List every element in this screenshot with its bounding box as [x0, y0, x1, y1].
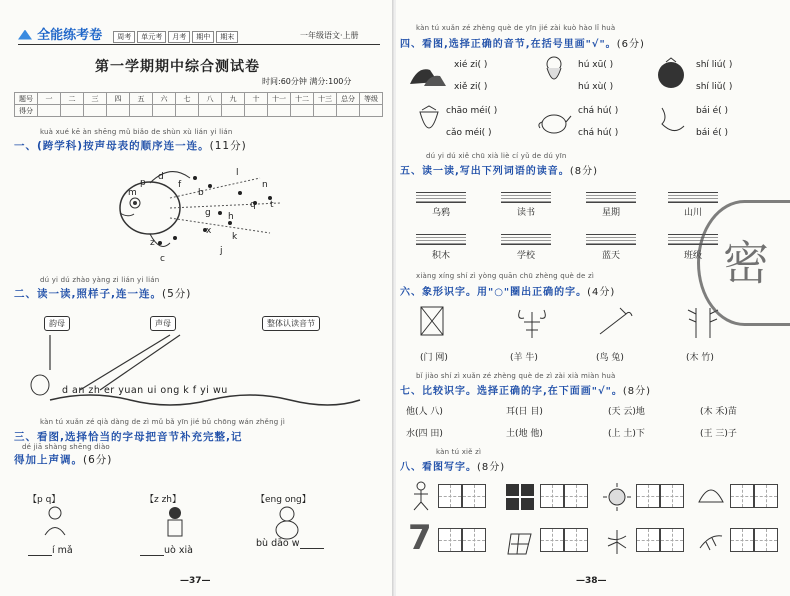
child-sitting-illustration [160, 505, 190, 540]
write-box-13[interactable] [636, 528, 660, 552]
q6-choice-2[interactable]: (羊 牛) [510, 353, 538, 363]
write-box-8[interactable] [754, 484, 778, 508]
option-z-zh: 【z zh】 [145, 495, 182, 505]
word-2: 读书 [516, 208, 535, 218]
word-4: 山川 [683, 208, 702, 218]
exam-title: 第一学期期中综合测试卷 [95, 59, 260, 75]
answer-blank-2[interactable] [140, 546, 164, 556]
q6-pinyin: xiàng xíng shí zì yòng quān chū zhèng què de zì [416, 272, 595, 280]
sun-pictograph-icon [602, 482, 632, 512]
word-1: 乌鸦 [431, 208, 450, 218]
dot-letter-m: m [128, 188, 137, 198]
pinyin-grid-6[interactable] [501, 230, 551, 249]
q6-choice-3[interactable]: (鸟 兔) [596, 353, 624, 363]
dot-letter-x: x [206, 226, 212, 236]
dot-letter-k: k [232, 232, 238, 242]
strawberry-illustration [416, 104, 442, 138]
answer-1: í mǎ [28, 545, 73, 556]
pomegranate-illustration [654, 56, 688, 90]
q4-opt-caomei-2[interactable]: cǎo méi( ) [446, 128, 492, 138]
pinyin-grid-7[interactable] [586, 230, 636, 249]
shoes-illustration [408, 56, 448, 90]
write-box-6[interactable] [660, 484, 684, 508]
dot-letter-h: h [228, 212, 234, 222]
write-box-10[interactable] [462, 528, 486, 552]
dot-letter-f: f [178, 180, 182, 190]
left-page [0, 0, 394, 596]
write-box-12[interactable] [564, 528, 588, 552]
write-box-9[interactable] [438, 528, 462, 552]
time-score: 时间:60分钟 满分:100分 [262, 77, 352, 86]
score-table-header: 题号 一 二 三 四 五 六 七 八 九 十 十一 十二 十三 总分 等级 [15, 93, 383, 105]
q4-opt-shiliu-1[interactable]: shí liú( ) [696, 60, 733, 70]
book-icon [18, 30, 32, 40]
dot-letter-n: n [262, 180, 268, 190]
write-box-3[interactable] [540, 484, 564, 508]
write-box-4[interactable] [564, 484, 588, 508]
q5-pinyin: dú yi dú xiě chū xià liè cí yǔ de dú yīn [426, 152, 567, 160]
dot-letter-t: t [270, 200, 274, 210]
header-rule [18, 44, 380, 45]
digit-seven-pictograph: 7 [408, 518, 432, 558]
field-pictograph-icon [504, 482, 536, 512]
old-man-beard-illustration [536, 54, 572, 92]
q6-choice-1[interactable]: (门 网) [420, 353, 448, 363]
person-pictograph-icon [408, 480, 434, 512]
write-box-11[interactable] [540, 528, 564, 552]
hand-pictograph-icon [696, 526, 726, 556]
dot-letter-c: c [160, 254, 165, 264]
brand-title: 全能练考卷 [37, 28, 103, 43]
q7-item-7[interactable]: (上 土)下 [608, 429, 645, 439]
word-6: 学校 [516, 251, 535, 261]
q7-item-3[interactable]: (天 云)地 [608, 407, 645, 417]
q3-title: 三、看图,选择恰当的字母把音节补充完整,记 [14, 431, 243, 443]
dot-letter-j: j [220, 246, 223, 256]
q6-title: 六、象形识字。用"○"圈出正确的字。(4分) [400, 287, 616, 298]
rider-illustration [40, 505, 70, 540]
write-box-14[interactable] [660, 528, 684, 552]
header [18, 24, 240, 43]
q7-pinyin: bǐ jiào shí zì xuǎn zé zhèng què de zì zài xià miàn huà [416, 372, 616, 380]
label-whole-syllables: 整体认读音节 [262, 316, 320, 331]
q4-title: 四、看图,选择正确的音节,在括号里画"√"。(6分) [400, 39, 645, 50]
word-3: 星期 [601, 208, 620, 218]
q3-title-2: 得加上声调。(6分) [14, 454, 113, 466]
tumbler-doll-illustration [272, 505, 302, 540]
label-initials: 声母 [150, 316, 176, 331]
dot-letter-b: b [198, 188, 204, 198]
q7-item-5[interactable]: 水(四 田) [406, 429, 443, 439]
score-table [14, 92, 383, 117]
word-5: 积木 [431, 251, 450, 261]
tag-final: 期末 [216, 31, 238, 43]
write-box-2[interactable] [462, 484, 486, 508]
dot-letter-p: p [140, 178, 146, 188]
q3-pinyin: kàn tú xuǎn zé qià dàng de zì mǔ bǎ yīn jié bǔ chōng wán zhěng jì [40, 418, 286, 426]
q4-opt-huxu-2[interactable]: hú xù( ) [578, 82, 614, 92]
q4-opt-xiezi-2[interactable]: xiě zi( ) [454, 82, 488, 92]
q4-opt-huxu-1[interactable]: hú xū( ) [578, 60, 614, 70]
write-box-1[interactable] [438, 484, 462, 508]
q2-pinyin: dú yi dú zhào yàng zi lián yi lián [40, 276, 160, 284]
answer-2: uò xià [140, 545, 193, 556]
write-box-16[interactable] [754, 528, 778, 552]
q7-item-8[interactable]: (王 三)子 [700, 429, 737, 439]
q6-choice-4[interactable]: (木 竹) [686, 353, 714, 363]
grain-pictograph-icon [602, 526, 632, 556]
q4-opt-chahu-1[interactable]: chá hú( ) [578, 106, 619, 116]
q3-pinyin-2: dé jiā shàng shēng diào [22, 443, 110, 451]
word-7: 蓝天 [601, 251, 620, 261]
word-8: 班级 [683, 251, 702, 261]
tag-midterm: 期中 [192, 31, 214, 43]
sheep-pictograph-icon [512, 304, 552, 340]
q4-opt-baie-2[interactable]: bái é( ) [696, 128, 729, 138]
q4-pinyin: kàn tú xuǎn zé zhèng què de yīn jié zài kuò hào lǐ huà [416, 24, 616, 32]
goose-illustration [654, 104, 688, 138]
option-eng-ong: 【eng ong】 [256, 495, 311, 505]
write-box-5[interactable] [636, 484, 660, 508]
dot-letter-g: g [205, 208, 211, 218]
confidential-stamp: 密 [697, 200, 790, 326]
q2-title: 二、读一读,照样子,连一连。(5分) [14, 288, 192, 300]
q7-item-1[interactable]: 他(人 八) [406, 407, 443, 417]
label-finals: 韵母 [44, 316, 70, 331]
q7-item-4[interactable]: (木 禾)苗 [700, 407, 737, 417]
syllable-row: d an zh er yuan ui ong k f yi wu [62, 385, 228, 396]
score-table-row: 得分 [15, 105, 383, 117]
caterpillar-link-lines [30, 330, 370, 410]
page-number-left: —37— [180, 576, 211, 586]
tag-unit: 单元考 [137, 31, 166, 43]
q7-item-2[interactable]: 耳(日 目) [506, 407, 543, 417]
dot-letter-d: d [158, 172, 164, 182]
q4-opt-chahu-2[interactable]: chá hú( ) [578, 128, 619, 138]
teapot-illustration [536, 106, 572, 136]
net-pictograph-icon [418, 304, 448, 340]
q8-title: 八、看图写字。(8分) [400, 462, 506, 473]
q4-opt-caomei-1[interactable]: chāo méi( ) [446, 106, 498, 116]
pinyin-grid-5[interactable] [416, 230, 466, 249]
rice-field-pictograph-icon [506, 526, 536, 556]
q5-title: 五、读一读,写出下列词语的读音。(8分) [400, 166, 598, 177]
page-number-right: —38— [576, 576, 607, 586]
bird-pictograph-icon [596, 304, 636, 340]
q4-opt-baie-1[interactable]: bái é( ) [696, 106, 729, 116]
answer-blank-3[interactable] [300, 539, 324, 549]
option-p-q: 【p q】 [28, 495, 61, 505]
q1-pinyin: kuà xué kē àn shēng mǔ biǎo de shùn xù lián yi lián [40, 128, 233, 136]
dot-letter-z: z [150, 238, 155, 248]
dot-letter-q: q [250, 200, 256, 210]
tag-monthly: 月考 [168, 31, 190, 43]
q7-item-6[interactable]: 土(地 他) [506, 429, 543, 439]
q4-opt-shiliu-2[interactable]: shí liǔ( ) [696, 82, 733, 92]
q4-opt-xiezi-1[interactable]: xié zi( ) [454, 60, 488, 70]
write-box-7[interactable] [730, 484, 754, 508]
dot-letter-l: l [236, 168, 239, 178]
answer-3: bù dāo w [256, 538, 324, 549]
q7-title: 七、比较识字。选择正确的字,在下面画"√"。(8分) [400, 386, 652, 397]
mouth-pictograph-icon [696, 482, 726, 512]
grade-label: 一年级语文·上册 [300, 31, 359, 40]
tag-weekly: 周考 [113, 31, 135, 43]
q1-title: 一、(跨学科)按声母表的顺序连一连。(11分) [14, 140, 247, 152]
write-box-15[interactable] [730, 528, 754, 552]
q8-pinyin: kàn tú xiě zì [436, 448, 482, 456]
answer-blank-1[interactable] [28, 546, 52, 556]
